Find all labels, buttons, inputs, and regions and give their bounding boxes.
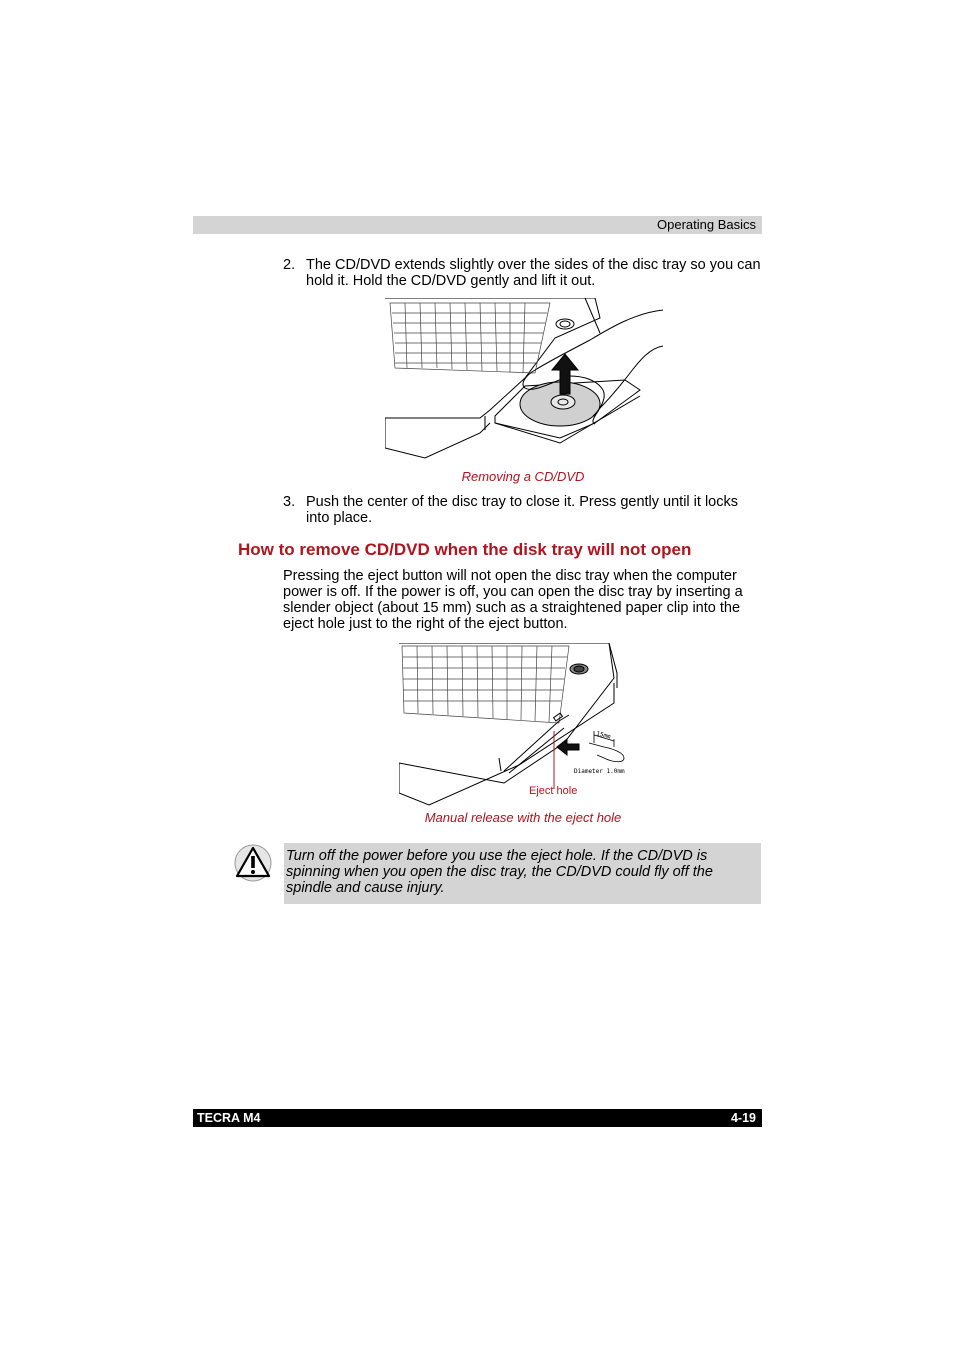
warning-box: [284, 843, 761, 904]
section-heading: How to remove CD/DVD when the disk tray will not open: [238, 540, 692, 559]
eject-hole-illustration: [399, 643, 631, 806]
page-footer: [193, 1109, 762, 1127]
footer-model: TECRA M4: [197, 1111, 261, 1125]
step-number: 3.: [283, 494, 296, 510]
step-text: The CD/DVD extends slightly over the sides of the disc tray so you can hold it. Hold the CD/DVD gently and lift it out.: [306, 257, 761, 289]
page-header: [193, 216, 762, 234]
section-body: Pressing the eject button will not open the disc tray when the computer power is off. If the power is off, you can open the disc tray by inserting a slender object (about 15 mm) such as a straightened paper clip into the eject hole just to the right of the eject button.: [283, 568, 743, 632]
header-section-title: Operating Basics: [657, 217, 756, 232]
length-dimension-label: 15mm: [595, 730, 612, 741]
eject-hole-label: Eject hole: [529, 785, 578, 797]
step-text: Push the center of the disc tray to close it. Press gently until it locks into place.: [306, 494, 738, 526]
warning-text: Turn off the power before you use the eject hole. If the CD/DVD is spinning when you open the disc tray, the CD/DVD could fly off the spindle and cause injury.: [286, 848, 713, 896]
figure-2-caption: Manual release with the eject hole: [424, 810, 622, 825]
diameter-dimension-label: Diameter 1.0mm: [574, 768, 625, 775]
removing-cd-illustration: [385, 298, 665, 460]
warning-triangle-icon: [233, 843, 273, 883]
step-2: [283, 257, 763, 291]
figure-1-caption: Removing a CD/DVD: [461, 469, 585, 484]
footer-page-number: 4-19: [730, 1111, 756, 1125]
step-number: 2.: [283, 257, 296, 273]
step-3: [283, 494, 763, 528]
